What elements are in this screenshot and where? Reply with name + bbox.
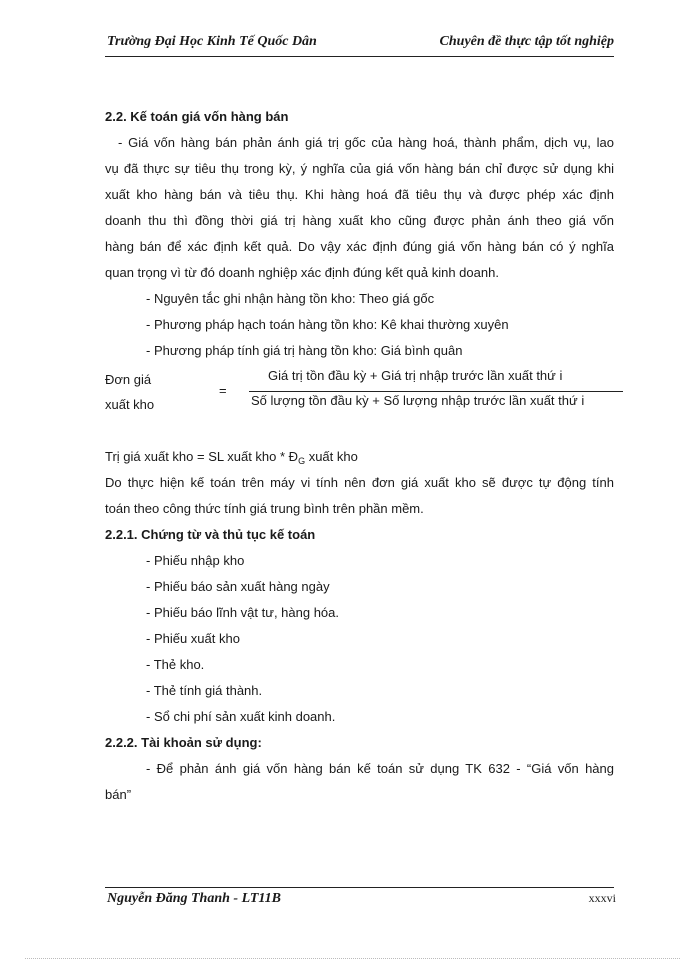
formula-equals: =: [219, 383, 227, 398]
paragraph-line: - Giá vốn hàng bán phản ánh giá trị gốc của hàng hoá, thành phẩm, dịch vụ, lao: [118, 135, 614, 150]
page-edge: [25, 958, 680, 959]
list-item: - Sổ chi phí sản xuất kinh doanh.: [146, 709, 336, 724]
paragraph-line: - Để phản ánh giá vốn hàng bán kế toán sử dụng TK 632 - “Giá vốn hàng: [146, 761, 614, 776]
list-item: - Phương pháp tính giá trị hàng tồn kho: Giá bình quân: [146, 343, 463, 358]
list-item: - Phương pháp hạch toán hàng tồn kho: Kê khai thường xuyên: [146, 317, 509, 332]
formula-label-line1: Đơn giá: [105, 372, 152, 387]
software-note-line: toán theo công thức tính giá trung bình trên phần mềm.: [105, 501, 424, 516]
footer-author: Nguyễn Đăng Thanh - LT11B: [107, 891, 281, 906]
formula-denominator: Số lượng tồn đầu kỳ + Số lượng nhập trước lần xuất thứ i: [251, 393, 585, 408]
paragraph-line: doanh thu thì đồng thời giá trị hàng xuất kho cũng được phản ánh theo giá vốn: [105, 213, 614, 228]
list-item: - Phiếu nhập kho: [146, 553, 245, 568]
export-value-suffix: xuất kho: [305, 449, 358, 464]
export-value-formula: [105, 449, 358, 466]
formula-numerator: Giá trị tồn đầu kỳ + Giá trị nhập trước lần xuất thứ i: [268, 368, 563, 383]
subsection-heading: 2.2.1. Chứng từ và thủ tục kế toán: [105, 527, 316, 542]
export-value-subscript: G: [298, 456, 306, 466]
list-item: - Phiếu xuất kho: [146, 631, 240, 646]
list-item: - Phiếu báo lĩnh vật tư, hàng hóa.: [146, 605, 340, 620]
export-value-prefix: Trị giá xuất kho = SL xuất kho * Đ: [105, 449, 299, 464]
paragraph-line: hàng bán để xác định kết quả. Do vậy xác định đúng giá vốn hàng bán có ý nghĩa: [105, 239, 614, 254]
fraction-line: [249, 391, 623, 392]
paragraph-line: vụ đã thực sự tiêu thụ trong kỳ, ý nghĩa của giá vốn hàng bán chỉ được sử dụng khi: [105, 161, 614, 176]
list-item: - Thẻ kho.: [146, 657, 205, 672]
section-heading: 2.2. Kế toán giá vốn hàng bán: [105, 109, 289, 124]
paragraph-line: quan trọng vì từ đó doanh nghiệp xác định đúng kết quả kinh doanh.: [105, 265, 499, 280]
list-item: - Thẻ tính giá thành.: [146, 683, 263, 698]
list-item: - Phiếu báo sản xuất hàng ngày: [146, 579, 330, 594]
paragraph-line: xuất kho hàng bán và tiêu thụ. Khi hàng hoá đã tiêu thụ và được phép xác định: [105, 187, 614, 202]
page-number: xxxvi: [588, 891, 616, 905]
list-item: - Nguyên tắc ghi nhận hàng tồn kho: Theo giá gốc: [146, 291, 435, 306]
subsection-heading: 2.2.2. Tài khoản sử dụng:: [105, 735, 262, 750]
header-document-title: Chuyên đề thực tập tốt nghiệp: [439, 34, 614, 49]
paragraph-line: bán”: [105, 787, 132, 802]
software-note-line: Do thực hiện kế toán trên máy vi tính nên đơn giá xuất kho sẽ được tự động tính: [105, 475, 614, 490]
footer-rule: [105, 887, 614, 888]
formula-label-line2: xuất kho: [105, 397, 155, 412]
header-rule: [105, 56, 614, 57]
header-school-name: Trường Đại Học Kinh Tế Quốc Dân: [107, 34, 317, 49]
